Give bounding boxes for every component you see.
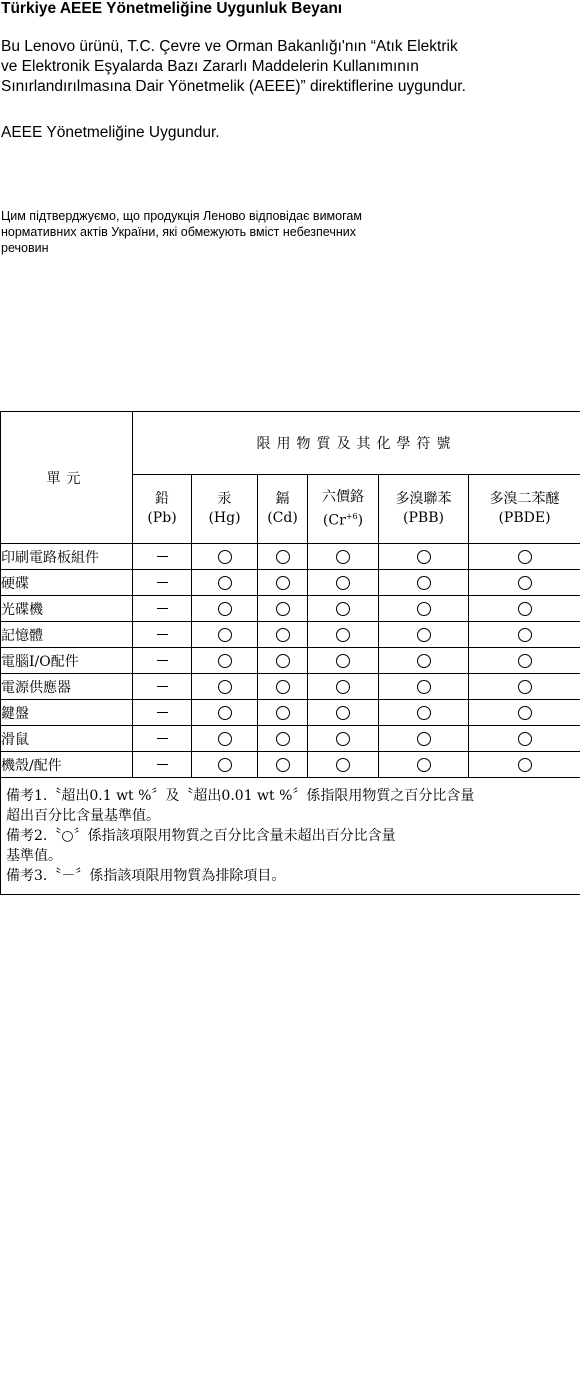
note-line: 備考3.〝－〞係指該項限用物質為排除項目。 (6, 868, 286, 884)
substance-header-cadmium (258, 475, 308, 544)
substance-cell (308, 622, 379, 648)
substance-cell (133, 570, 192, 596)
circle-icon (518, 732, 532, 746)
table-notes (1, 778, 580, 895)
table-row (1, 648, 580, 674)
substance-name: 多溴二苯醚 (489, 491, 560, 507)
substance-cell (469, 622, 580, 648)
substance-cell (379, 544, 469, 570)
circle-icon (276, 680, 290, 694)
dash-icon (157, 556, 168, 558)
turkey-body-line: Bu Lenovo ürünü, T.C. Çevre ve Orman Bakanlığı'nın “Atık Elektrik (1, 38, 458, 55)
circle-icon (336, 550, 350, 564)
substance-cell (469, 570, 580, 596)
part-name: 電腦I/O配件 (1, 648, 133, 674)
table-row (1, 596, 580, 622)
substance-cell (133, 596, 192, 622)
part-name: 記憶體 (1, 622, 133, 648)
circle-icon (417, 758, 431, 772)
turkey-body-line: Sınırlandırılmasına Dair Yönetmelik (AEEE)” direktiflerine uygundur. (1, 78, 466, 95)
circle-icon (218, 602, 232, 616)
substance-name: 鎘 (275, 491, 290, 507)
turkey-body-line: ve Elektronik Eşyalarda Bazı Zararlı Maddelerin Kullanımının (1, 58, 419, 75)
note-line: 備考1.〝超出0.1 wt %〞及〝超出0.01 wt %〞係指限用物質之百分比含量 (6, 788, 475, 804)
part-name: 滑鼠 (1, 726, 133, 752)
substance-cell (133, 726, 192, 752)
circle-icon (518, 602, 532, 616)
substance-symbol (308, 507, 378, 531)
circle-icon (417, 550, 431, 564)
circle-icon (417, 602, 431, 616)
substance-header-pbde (469, 475, 580, 544)
circle-icon (518, 706, 532, 720)
circle-icon (218, 758, 232, 772)
circle-icon (417, 732, 431, 746)
circle-icon (276, 706, 290, 720)
substance-cell (469, 648, 580, 674)
part-name: 印刷電路板組件 (1, 544, 133, 570)
substance-cell (192, 596, 258, 622)
substance-cell (379, 752, 469, 778)
substance-cell (192, 648, 258, 674)
circle-icon (276, 602, 290, 616)
table-row (1, 544, 580, 570)
substance-cell (192, 674, 258, 700)
circle-icon (336, 628, 350, 642)
substance-cell (192, 544, 258, 570)
substance-cell (258, 570, 308, 596)
circle-icon (518, 758, 532, 772)
dash-icon (157, 764, 168, 766)
substance-name: 汞 (217, 491, 232, 507)
ukraine-line: нормативних актів України, які обмежують вміст небезпечних (1, 225, 356, 239)
substance-cell (379, 596, 469, 622)
part-name: 硬碟 (1, 570, 133, 596)
circle-icon (276, 628, 290, 642)
substance-cell (469, 752, 580, 778)
circle-icon (518, 654, 532, 668)
substance-cell (258, 544, 308, 570)
substance-cell (379, 570, 469, 596)
substance-cell (192, 570, 258, 596)
substance-cell (258, 596, 308, 622)
table-row (1, 726, 580, 752)
substance-symbol: (Cd) (267, 510, 298, 526)
circle-icon (336, 758, 350, 772)
turkey-conformity: AEEE Yönetmeliğine Uygundur. (1, 124, 220, 141)
circle-icon (336, 732, 350, 746)
substance-header-chromium (308, 475, 379, 544)
substance-name: 鉛 (155, 491, 169, 507)
substance-cell (258, 752, 308, 778)
substance-cell (379, 648, 469, 674)
dash-icon (157, 738, 168, 740)
circle-icon (417, 576, 431, 590)
circle-icon (336, 602, 350, 616)
substance-header-lead (133, 475, 192, 544)
turkey-body (1, 37, 579, 97)
substance-cell (308, 596, 379, 622)
table-row (1, 622, 580, 648)
substance-cell (258, 648, 308, 674)
circle-icon (417, 628, 431, 642)
substance-cell (469, 544, 580, 570)
part-name: 電源供應器 (1, 674, 133, 700)
substance-cell (192, 752, 258, 778)
substance-cell (308, 752, 379, 778)
note-line: 基準值。 (6, 848, 62, 864)
table-row (1, 570, 580, 596)
dash-icon (157, 660, 168, 662)
substance-symbol: (Hg) (208, 510, 241, 526)
ukraine-line: речовин (1, 241, 49, 255)
substance-cell (133, 752, 192, 778)
circle-icon (276, 654, 290, 668)
table-body (1, 544, 580, 778)
ukraine-statement (1, 208, 362, 256)
substance-symbol: (PBB) (403, 510, 444, 526)
substance-cell (469, 726, 580, 752)
dash-icon (157, 634, 168, 636)
part-name: 光碟機 (1, 596, 133, 622)
substance-cell (308, 648, 379, 674)
ukraine-line: Цим підтверджуємо, що продукція Леново відповідає вимогам (1, 209, 362, 223)
circle-icon (417, 706, 431, 720)
circle-icon (218, 550, 232, 564)
substance-cell (379, 674, 469, 700)
substance-cell (308, 674, 379, 700)
substance-cell (258, 622, 308, 648)
circle-icon (417, 654, 431, 668)
substance-cell (308, 570, 379, 596)
dash-icon (157, 582, 168, 584)
substance-cell (192, 700, 258, 726)
substance-cell (133, 648, 192, 674)
circle-icon (218, 732, 232, 746)
circle-icon (336, 654, 350, 668)
circle-icon (336, 680, 350, 694)
circle-icon (417, 680, 431, 694)
substance-cell (192, 622, 258, 648)
turkey-title: Türkiye AEEE Yönetmeliğine Uygunluk Beyanı (1, 0, 343, 17)
substance-cell (258, 726, 308, 752)
table-row (1, 674, 580, 700)
substance-header-pbb (379, 475, 469, 544)
circle-icon (276, 732, 290, 746)
restricted-substances-table (0, 411, 580, 895)
substance-cell (469, 674, 580, 700)
circle-icon (276, 758, 290, 772)
substance-cell (133, 700, 192, 726)
circle-icon (518, 576, 532, 590)
note-line: 備考2.〝○〞係指該項限用物質之百分比含量未超出百分比含量 (6, 828, 396, 844)
substance-cell (469, 596, 580, 622)
substance-cell (133, 622, 192, 648)
note-line: 超出百分比含量基準值。 (6, 808, 160, 824)
circle-icon (276, 550, 290, 564)
substance-cell (192, 726, 258, 752)
substance-header-mercury (192, 475, 258, 544)
symbol-superscript: +6 (345, 511, 358, 521)
substance-cell (379, 700, 469, 726)
substance-cell (308, 700, 379, 726)
table-row (1, 752, 580, 778)
circle-icon (218, 706, 232, 720)
symbol-end: ) (357, 512, 364, 529)
substance-name: 六價鉻 (322, 488, 364, 505)
table-row (1, 700, 580, 726)
symbol-base: (Cr (322, 512, 346, 529)
substance-cell (308, 726, 379, 752)
substance-cell (133, 544, 192, 570)
circle-icon (336, 576, 350, 590)
substance-cell (133, 674, 192, 700)
substance-name: 多溴聯苯 (395, 491, 452, 507)
dash-icon (157, 608, 168, 610)
part-name: 機殼/配件 (1, 752, 133, 778)
substance-cell (308, 544, 379, 570)
circle-icon (218, 628, 232, 642)
substance-cell (258, 674, 308, 700)
substance-symbol: (Pb) (147, 510, 177, 526)
circle-icon (218, 576, 232, 590)
circle-icon (218, 680, 232, 694)
unit-header: 單元 (1, 412, 133, 544)
circle-icon (218, 654, 232, 668)
circle-icon (336, 706, 350, 720)
circle-icon (518, 680, 532, 694)
part-name: 鍵盤 (1, 700, 133, 726)
dash-icon (157, 712, 168, 714)
substance-cell (379, 622, 469, 648)
dash-icon (157, 686, 168, 688)
substances-header: 限用物質及其化學符號 (133, 412, 580, 475)
substance-cell (258, 700, 308, 726)
circle-icon (518, 628, 532, 642)
circle-icon (276, 576, 290, 590)
substance-symbol: (PBDE) (498, 510, 551, 526)
substance-cell (379, 726, 469, 752)
circle-icon (518, 550, 532, 564)
substance-cell (469, 700, 580, 726)
